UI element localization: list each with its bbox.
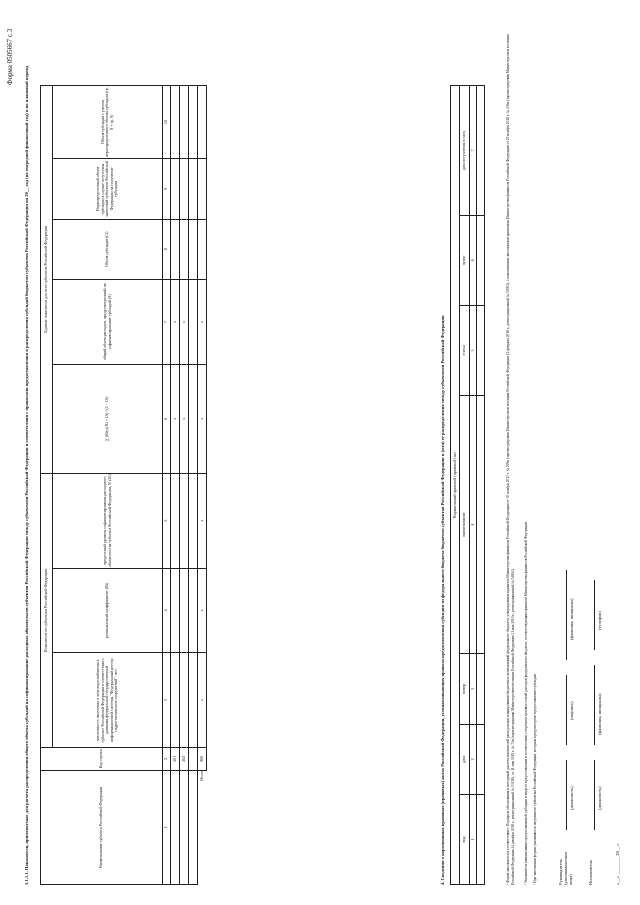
cell-c7: x <box>171 279 180 364</box>
footnote-2: ² Указывается наименование предоставляемой субсидии и вида ее предоставления в соответствии с перечнем целевых статей расходов федерального бюджета, соответствующим приказом Министерства финансов Российской Федерации. <box>524 521 528 885</box>
total-c5: x <box>198 473 207 568</box>
cell-c10[interactable] <box>171 86 180 159</box>
header-article: статья <box>460 305 470 395</box>
total-code: 900 <box>198 748 207 771</box>
signature-line[interactable] <box>566 675 567 745</box>
cell-c4[interactable] <box>171 568 180 653</box>
cell-c6: x <box>171 364 180 473</box>
column-numbers-row: 1 2 3 4 5 6 7 <box>470 86 477 885</box>
column-numbers-row <box>163 86 171 885</box>
cell-c9[interactable] <box>180 159 189 219</box>
position-caption: (должность) <box>569 786 574 810</box>
header-c4: региональный коэффициент (Ri) <box>53 568 163 653</box>
header-name: Наименование субъекта Российской Федерации <box>41 770 163 884</box>
section-title: 3.1.1.1. Показатели, применяемые для расчета распределения общего объема субсидий на софинансирование расходных обязательств субъектов Российской Федерации между субъектами Российской Федерации в соответствии с правилами предоставления и распределения субсидий бюджетам субъектов Российской Федерации на 20__ год (на очередной финансовый год) и на плановый период <box>24 65 29 885</box>
total-row <box>198 86 207 885</box>
form-code: Форма 0505667 с.3 <box>6 28 14 85</box>
executor-position-line[interactable] <box>594 760 595 830</box>
legal-acts-group-header: Нормативный правовой (правовой) акт <box>451 86 460 885</box>
col-num: 7 <box>163 279 171 364</box>
table-row <box>189 86 198 885</box>
table-row <box>171 86 180 885</box>
col-num: 5 <box>163 473 171 568</box>
header-title: наименование <box>460 396 470 654</box>
header-code: Код строки <box>41 748 163 771</box>
cell-name[interactable] <box>171 770 180 884</box>
cell-code: 201 <box>171 748 180 771</box>
header-effective-date: дата вступления в силу <box>460 86 470 216</box>
col-num: 6 <box>163 364 171 473</box>
total-c3: x <box>198 653 207 748</box>
executor-phone-line[interactable] <box>594 580 595 650</box>
cell-c8[interactable] <box>180 219 189 279</box>
table-row <box>180 86 189 885</box>
header-c3: численность населения в зоне водоснабжения в субъекте Российской Федерации в соответствии с данными федеральной государственной информационной системы "Федеральный реестр гидротехнических сооружений", чел. <box>53 653 163 748</box>
cell-name[interactable] <box>180 770 189 884</box>
header-c9: Нераспределенный объем субсидии в случае отсутствия заявлений субъектов Российской Федерации на получение субсидии <box>53 159 163 219</box>
table-row <box>477 86 485 885</box>
col-num: 1 <box>163 770 171 884</box>
cell-c3[interactable] <box>171 653 180 748</box>
total-label: Итого <box>198 770 207 884</box>
col-num: 3 <box>163 653 171 748</box>
executor-name-line[interactable] <box>594 665 595 745</box>
total-c4: x <box>198 568 207 653</box>
header-c6: ∑ (Ki(н) Ri × Ui) / (1 − Ui) <box>53 364 163 473</box>
header-date: дата <box>460 724 470 794</box>
footnote-1: ¹ Форма заполняется в соответствии с Порядком обоснования и методикой расчета показателей расходов при планировании бюджетных ассигнований федерального бюджета, утвержденным приказом Министерства финансов Российской Федерации от 30 ноября 2017 г. № 209н (зарегистрирован Министерством юстиции Российской Федерации 12 февраля 2018 г., регистрационный № 50002), с изменениями, внесенными приказами Министерства финансов Российской Федерации от 20 ноября 2018 г. № 236н (зарегистрирован Министерством юстиции Российской Федерации 24 декабря 2018 г., регистрационный № 53118), от 11 мая 2019 г. № 74н (зарегистрирован Министерством юстиции Российской Федерации 31 мая 2019 г., регистрационный № 54804). <box>506 34 515 885</box>
cell-c6: x <box>180 364 189 473</box>
col-num: 10 <box>163 86 171 159</box>
header-number: номер <box>460 654 470 724</box>
signature-caption: (подпись) <box>569 701 574 720</box>
cell-c4[interactable] <box>180 568 189 653</box>
header-c8: Объем субсидии (Ci) <box>53 219 163 279</box>
col-num: 4 <box>163 568 171 653</box>
footnote-3: ³ При заполнении формы указываются сведения по субъектам Российской Федерации, которым предусмотрено предоставление субсидии. <box>533 673 537 885</box>
legal-acts-table <box>450 85 485 885</box>
allocation-table <box>40 85 207 885</box>
header-clause: пункт <box>460 215 470 305</box>
cell-c10[interactable] <box>180 86 189 159</box>
header-kind: вид <box>460 794 470 884</box>
total-c10[interactable] <box>198 86 207 159</box>
signature-line[interactable] <box>566 570 567 660</box>
total-c9[interactable] <box>198 159 207 219</box>
header-c7: общий объем расходов, предусмотренный на софинансирование субсидий (S) <box>53 279 163 364</box>
col-num: 9 <box>163 159 171 219</box>
name-caption: (фамилия, инициалы) <box>597 693 602 735</box>
signature-line[interactable] <box>566 760 567 830</box>
signature-date[interactable]: «__» ________ 20__ г. <box>615 843 620 885</box>
cell-c5[interactable] <box>180 473 189 568</box>
executor-label: Исполнитель <box>588 859 593 885</box>
total-c7: x <box>198 279 207 364</box>
cell-c3[interactable] <box>180 653 189 748</box>
total-c8[interactable] <box>198 219 207 279</box>
signature-head-label: Руководитель (уполномоченное лицо) <box>558 851 573 885</box>
header-group-subject: Показатели по субъектам Российской Федерации <box>41 473 53 747</box>
total-c6: x <box>198 364 207 473</box>
cell-c5[interactable] <box>171 473 180 568</box>
header-group-federal: Единые показатели для всех субъектов Российской Федерации <box>41 86 53 474</box>
name-caption: (фамилия, инициалы) <box>569 598 574 640</box>
header-c10: Объем субсидии с учетом нераспределенного объема субсидии (гр. 8 + гр. 9) <box>53 86 163 159</box>
col-num: 8 <box>163 219 171 279</box>
col-num: 2 <box>163 748 171 771</box>
header-c5: предельный уровень софинансирования расходного обязательства субъекта Российской Федерации, % (Ui) <box>53 473 163 568</box>
section4-title: 4. Сведения о нормативных правовых (правовых) актах Российской Федерации, устанавливающих правила предоставления субсидии из федерального бюджета бюджетам субъектов Российской Федерации и (или) ее распределения между субъектами Российской Федерации <box>440 315 445 885</box>
phone-caption: (телефон) <box>597 611 602 630</box>
cell-c7: x <box>180 279 189 364</box>
cell-code: 202 <box>180 748 189 771</box>
cell-c8[interactable] <box>171 219 180 279</box>
position-caption: (должность) <box>597 786 602 810</box>
cell-c9[interactable] <box>171 159 180 219</box>
